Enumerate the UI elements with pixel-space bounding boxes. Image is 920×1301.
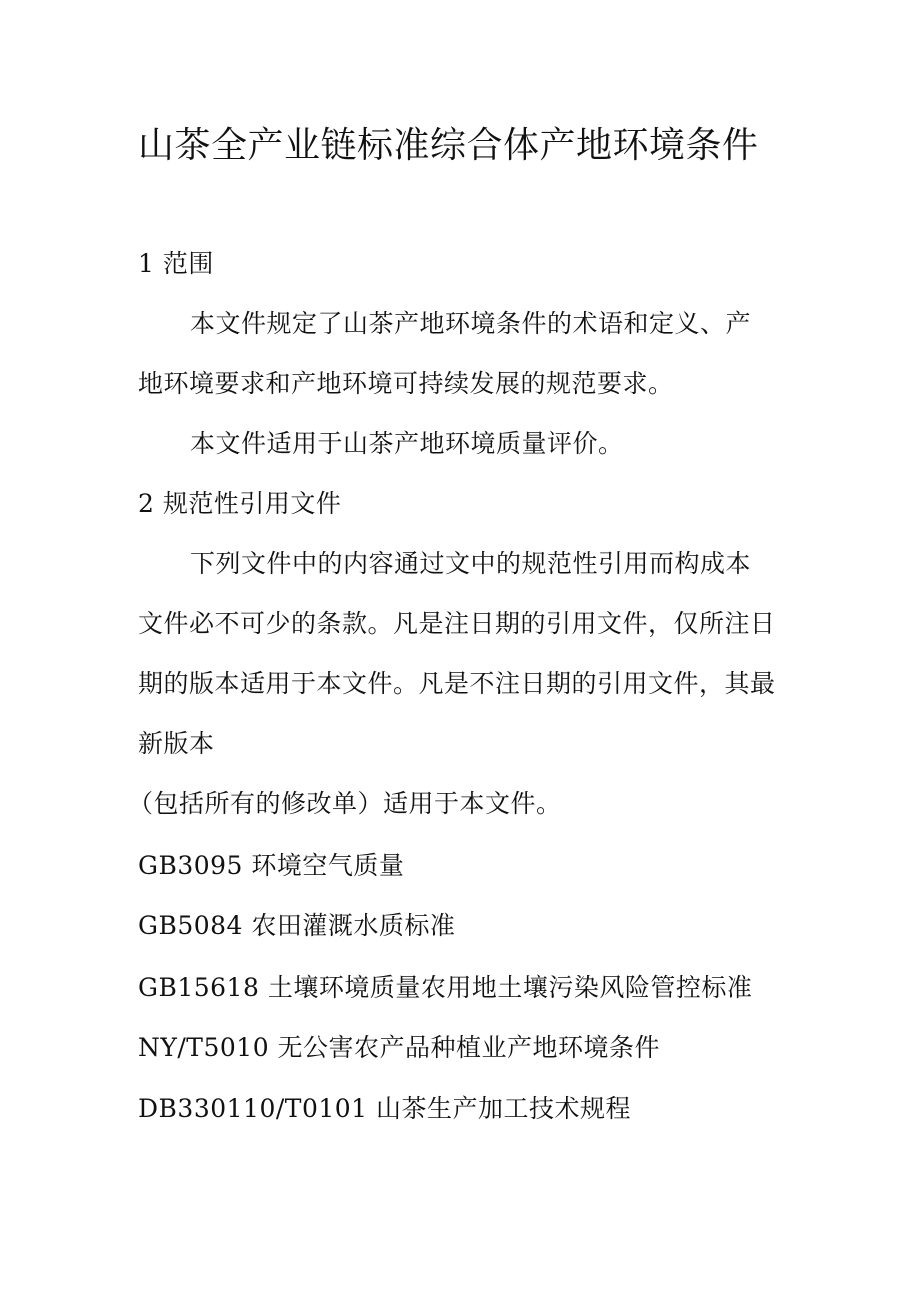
reference-item: NY/T5010 无公害农产品种植业产地环境条件: [138, 1033, 661, 1062]
paragraph-line: 文件必不可少的条款。凡是注日期的引用文件，仅所注日: [138, 609, 776, 638]
paragraph-line: 本文件适用于山茶产地环境质量评价。: [190, 429, 624, 458]
paragraph-line: 地环境要求和产地环境可持续发展的规范要求。: [138, 369, 674, 398]
paragraph-line: 期的版本适用于本文件。凡是不注日期的引用文件，其最: [138, 669, 776, 698]
reference-item: GB5084 农田灌溉水质标准: [138, 911, 456, 940]
paragraph-line: （包括所有的修改单）适用于本文件。: [128, 789, 562, 818]
document-title: 山茶全产业链标准综合体产地环境条件: [138, 125, 759, 166]
paragraph-line: 下列文件中的内容通过文中的规范性引用而构成本: [190, 549, 752, 578]
paragraph-line: 新版本: [138, 729, 215, 758]
paragraph-line: 本文件规定了山茶产地环境条件的术语和定义、产: [190, 309, 752, 338]
reference-item: GB15618 土壤环境质量农用地土壤污染风险管控标准: [138, 973, 753, 1002]
section-heading-scope: 1 范围: [138, 249, 214, 278]
section-heading-normative-references: 2 规范性引用文件: [138, 489, 342, 518]
reference-item: GB3095 环境空气质量: [138, 851, 405, 880]
reference-item: DB330110/T0101 山茶生产加工技术规程: [138, 1094, 632, 1123]
